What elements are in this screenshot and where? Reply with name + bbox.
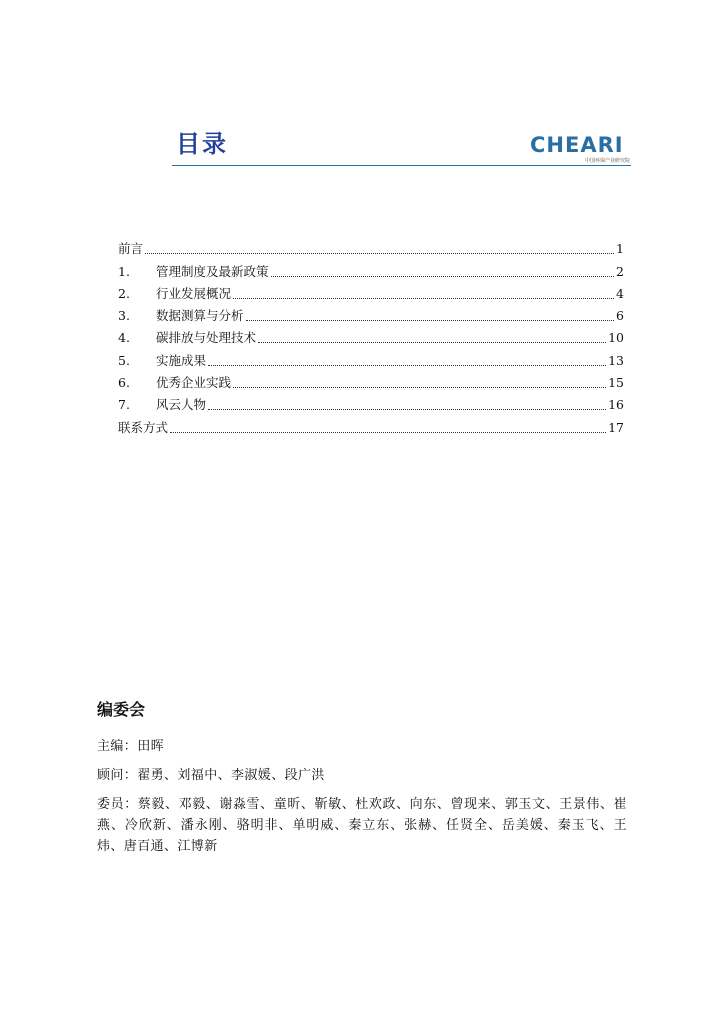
toc-leader: [145, 252, 614, 254]
toc-page-number: 1: [616, 241, 624, 257]
toc-entry-6[interactable]: [118, 369, 624, 391]
toc-label: 风云人物: [156, 397, 207, 413]
members-line: 委员：蔡毅、邓毅、谢淼雪、童昕、靳敏、杜欢政、向东、曾现来、郭玉文、王景伟、崔燕、冷欣新、潘永刚、骆明非、单明威、秦立东、张赫、任贤全、岳美媛、秦玉飞、王炜、唐百通、江博新: [97, 797, 627, 854]
toc-entry-preface[interactable]: [118, 235, 624, 257]
logo-text: CHEARI: [530, 133, 624, 157]
header-divider: [172, 165, 631, 166]
toc-entry-5[interactable]: [118, 346, 624, 368]
toc-number: 4.: [118, 330, 130, 346]
toc-leader: [271, 275, 615, 277]
toc-label: 行业发展概况: [156, 285, 232, 301]
toc-leader: [170, 431, 606, 433]
logo-subtitle: 中国环保产业研究院: [584, 158, 630, 164]
toc-label: 前言: [118, 241, 144, 257]
page-title: 目录: [176, 129, 228, 158]
toc-label: 管理制度及最新政策: [156, 263, 269, 279]
toc-label: 优秀企业实践: [156, 375, 232, 391]
toc-leader: [208, 364, 606, 366]
toc-label: 数据测算与分析: [156, 308, 244, 324]
chief-editor-line: 主编：田晖: [97, 739, 165, 754]
toc-page-number: 17: [608, 419, 624, 435]
cheari-logo: [530, 133, 632, 167]
table-of-contents: [118, 235, 624, 436]
toc-page-number: 13: [608, 352, 624, 368]
toc-leader: [233, 386, 606, 388]
toc-entry-contact[interactable]: [118, 413, 624, 435]
toc-number: 2.: [118, 285, 130, 301]
toc-page-number: 4: [616, 285, 624, 301]
toc-page-number: 6: [616, 308, 624, 324]
toc-entry-3[interactable]: [118, 302, 624, 324]
toc-number: 7.: [118, 397, 130, 413]
toc-leader: [258, 341, 606, 343]
toc-page-number: 2: [616, 263, 624, 279]
toc-page-number: 15: [608, 375, 624, 391]
toc-leader: [233, 297, 614, 299]
toc-page-number: 10: [608, 330, 624, 346]
toc-entry-4[interactable]: [118, 324, 624, 346]
toc-label: 联系方式: [118, 419, 169, 435]
toc-number: 5.: [118, 352, 130, 368]
advisors-line: 顾问：翟勇、刘福中、李淑媛、段广洪: [97, 768, 325, 783]
toc-label: 实施成果: [156, 352, 207, 368]
editorial-board-title: 编委会: [97, 700, 146, 719]
toc-label: 碳排放与处理技术: [156, 330, 257, 346]
page-header: [0, 0, 724, 170]
toc-entry-1[interactable]: [118, 257, 624, 279]
toc-number: 6.: [118, 375, 130, 391]
toc-entry-2[interactable]: [118, 280, 624, 302]
toc-page-number: 16: [608, 397, 624, 413]
toc-leader: [246, 319, 615, 321]
toc-number: 1.: [118, 263, 130, 279]
toc-entry-7[interactable]: [118, 391, 624, 413]
toc-number: 3.: [118, 308, 130, 324]
toc-leader: [208, 408, 606, 410]
editorial-board: [97, 700, 627, 865]
